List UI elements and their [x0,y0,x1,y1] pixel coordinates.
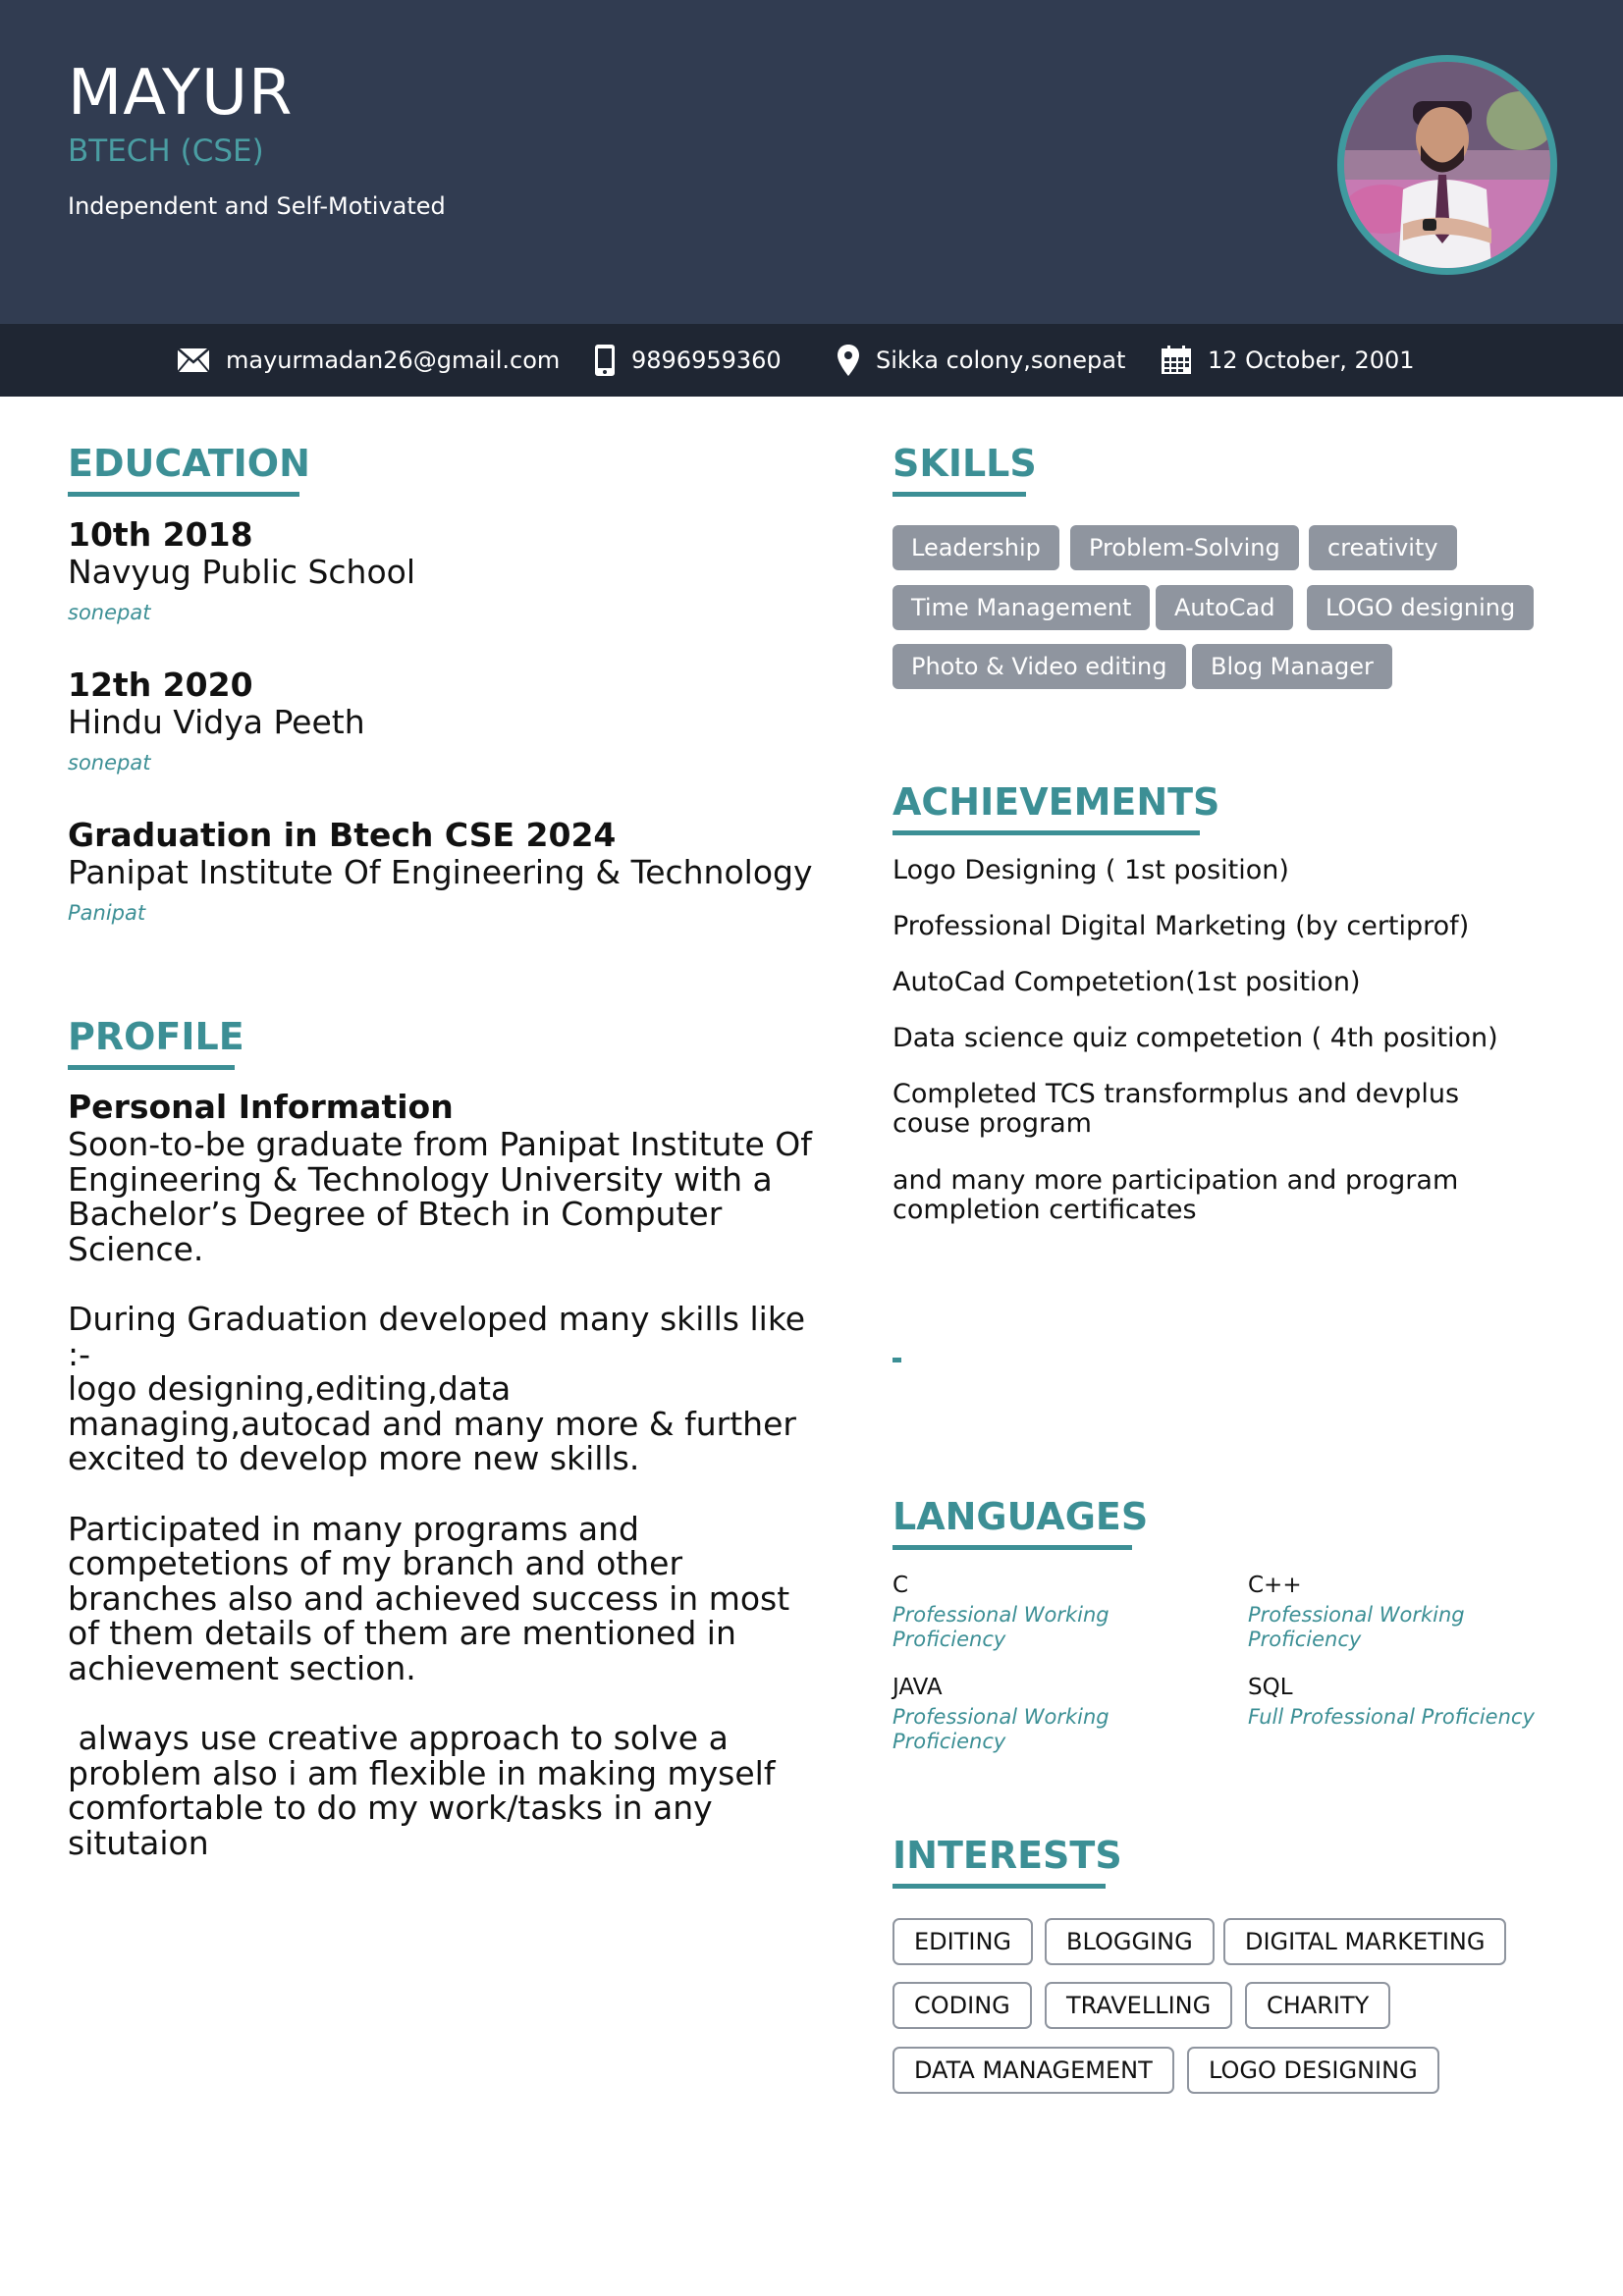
skills-heading: SKILLS [893,442,1037,485]
skills-underline [893,492,1026,497]
interests-underline [893,1884,1106,1889]
profile-photo-illustration [1344,62,1550,268]
profile-heading: PROFILE [68,1015,244,1058]
language-name: JAVA [893,1675,943,1700]
achievements-heading: ACHIEVEMENTS [893,780,1220,824]
language-level: Professional Working Proficiency [893,1603,1109,1651]
education-3-place: Panipat [68,901,146,925]
language-name: SQL [1248,1675,1293,1700]
interest-tag: CODING [893,1982,1032,2029]
contact-address [837,324,1125,397]
achievement-item: Logo Designing ( 1st position) [893,855,1289,885]
skill-chip: Leadership [893,525,1059,570]
skill-chip: Blog Manager [1192,644,1392,689]
education-underline [68,492,299,497]
candidate-tagline: Independent and Self-Motivated [68,192,446,220]
achievement-item: Completed TCS transformplus and devplus couse program [893,1079,1460,1139]
interests-heading: INTERESTS [893,1834,1122,1877]
interest-tag: TRAVELLING [1045,1982,1232,2029]
interest-tag: LOGO DESIGNING [1187,2047,1439,2094]
interest-tag: EDITING [893,1918,1033,1965]
email-text: mayurmadan26@gmail.com [226,347,561,374]
phone-icon [594,344,616,377]
language-level: Full Professional Proficiency [1248,1705,1535,1729]
skill-chip: AutoCad [1156,585,1293,630]
contact-phone[interactable] [594,324,782,397]
education-heading: EDUCATION [68,442,310,485]
achievement-item: Professional Digital Marketing (by certiprof) [893,911,1470,941]
contact-email[interactable] [177,324,560,397]
education-3-year: Graduation in Btech CSE 2024 [68,816,617,854]
resume-header [0,0,1623,324]
candidate-degree: BTECH (CSE) [68,133,264,169]
location-pin-icon [837,344,860,377]
education-1-school: Navyug Public School [68,553,416,591]
profile-subtitle: Personal Information [68,1088,454,1126]
language-name: C++ [1248,1573,1302,1598]
language-name: C [893,1573,909,1598]
languages-underline [893,1545,1132,1550]
interest-tag: BLOGGING [1045,1918,1215,1965]
interest-tag: DIGITAL MARKETING [1223,1918,1506,1965]
education-1-year: 10th 2018 [68,515,253,554]
profile-photo [1337,55,1557,275]
education-2-school: Hindu Vidya Peeth [68,703,365,741]
skill-chip: creativity [1309,525,1457,570]
education-3-school: Panipat Institute Of Engineering & Technology [68,853,813,891]
contact-bar [0,324,1623,397]
achievement-item: and many more participation and program completion certificates [893,1165,1459,1225]
dob-text: 12 October, 2001 [1208,347,1415,374]
calendar-icon [1161,346,1192,375]
profile-body: Soon-to-be graduate from Panipat Institute Of Engineering & Technology University with a Bachelor’s Degree of Btech in Computer Science. During Graduation developed many skills like :- logo designing,editing,data managing,autocad and many more & further excited to develop more new skills. Participated in many programs and competetions of my branch and other branches also and achieved success in most of them details of them are mentioned in achievement section. always use creative approach to solve a problem also i am flexible in making myself comfortable to do my work/tasks in any situtaion [68,1125,812,1862]
education-1-place: sonepat [68,601,151,624]
email-icon [177,347,210,373]
achievement-item: AutoCad Competetion(1st position) [893,967,1361,997]
skill-chip: Photo & Video editing [893,644,1186,689]
languages-heading: LANGUAGES [893,1495,1149,1538]
candidate-name: MAYUR [68,57,294,130]
profile-underline [68,1065,235,1070]
skill-chip: LOGO designing [1307,585,1534,630]
skill-chip: Time Management [893,585,1150,630]
contact-dob [1161,324,1415,397]
skill-chip: Problem-Solving [1070,525,1299,570]
language-level: Professional Working Proficiency [1248,1603,1465,1651]
education-2-year: 12th 2020 [68,666,253,704]
achievement-item: Data science quiz competetion ( 4th position) [893,1023,1498,1053]
interest-tag: CHARITY [1245,1982,1390,2029]
decorative-dash [893,1358,901,1362]
achievements-underline [893,830,1200,835]
phone-text: 9896959360 [631,347,782,374]
education-2-place: sonepat [68,751,151,774]
interest-tag: DATA MANAGEMENT [893,2047,1174,2094]
language-level: Professional Working Proficiency [893,1705,1109,1753]
address-text: Sikka colony,sonepat [876,347,1126,374]
